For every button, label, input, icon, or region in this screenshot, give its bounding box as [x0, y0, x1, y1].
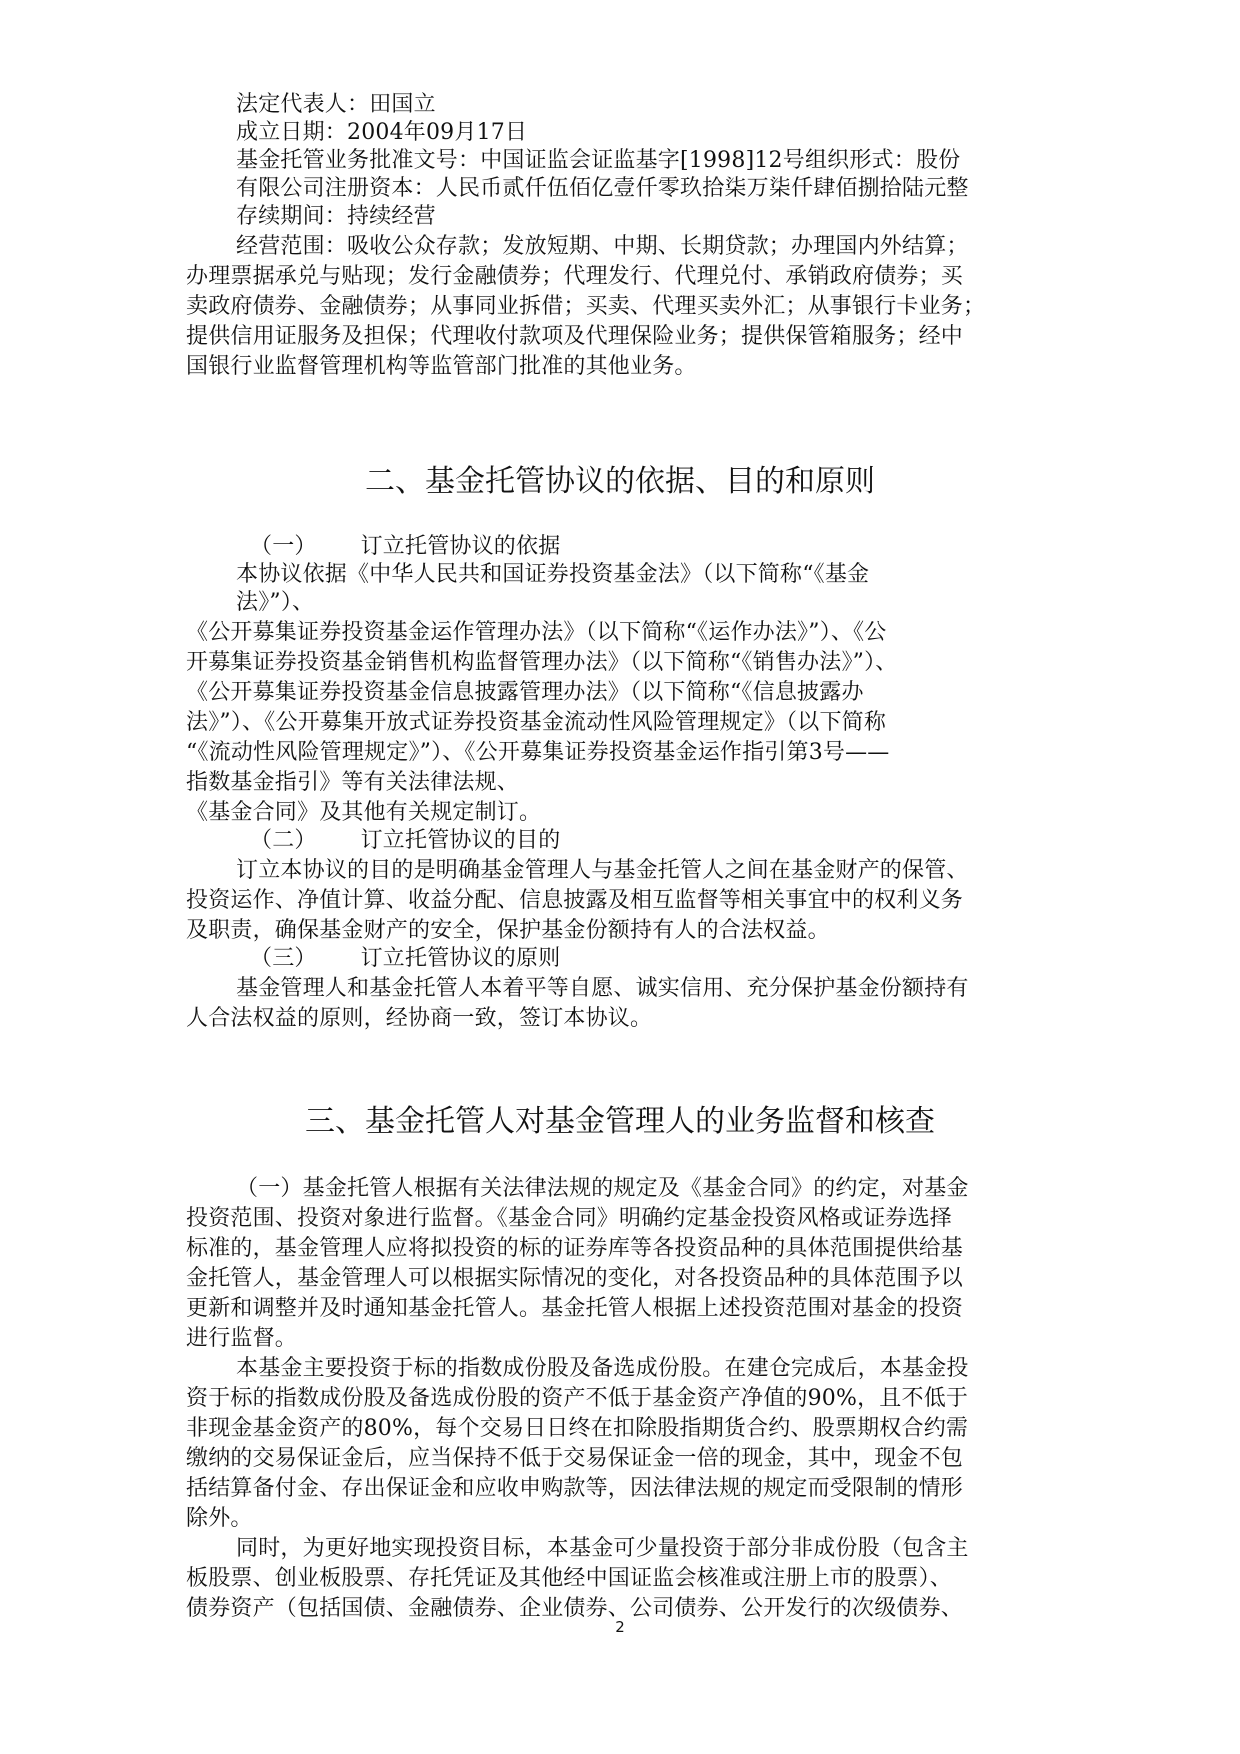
- supervision-para-1-line: 投资范围、投资对象进行监督。《基金合同》明确约定基金投资风格或证券选择: [186, 1206, 953, 1231]
- supervision-para-1-line: 进行监督。: [186, 1326, 298, 1351]
- supervision-para-1-line: 金托管人，基金管理人可以根据实际情况的变化，对各投资品种的具体范围予以: [186, 1266, 964, 1291]
- subsection-number: （一）: [250, 534, 317, 559]
- investment-para-line: 缴纳的交易保证金后，应当保持不低于交易保证金一倍的现金，其中，现金不包: [186, 1446, 964, 1471]
- principle-line: 基金管理人和基金托管人本着平等自愿、诚实信用、充分保护基金份额持有: [236, 976, 969, 1001]
- basis-line: 《基金合同》及其他有关规定制订。: [186, 800, 542, 825]
- business-scope-line: 经营范围：吸收公众存款；发放短期、中期、长期贷款；办理国内外结算；: [236, 234, 969, 259]
- registered-capital: 有限公司注册资本：人民币贰仟伍佰亿壹仟零玖拾柒万柒仟肆佰捌拾陆元整: [236, 176, 969, 201]
- basis-line: 本协议依据《中华人民共和国证券投资基金法》（以下简称“《基金: [236, 562, 870, 587]
- business-scope-line: 卖政府债券、金融债券；从事同业拆借；买卖、代理买卖外汇；从事银行卡业务；: [186, 294, 986, 319]
- basis-line: “《流动性风险管理规定》”）、《公开募集证券投资基金运作指引第3号——: [186, 740, 890, 765]
- subsection-number: （二）: [250, 828, 317, 853]
- non-constituent-para-line: 债券资产（包括国债、金融债券、企业债券、公司债券、公开发行的次级债券、: [186, 1596, 964, 1621]
- basis-line: 开募集证券投资基金销售机构监督管理办法》（以下简称“《销售办法》”）、: [186, 650, 898, 675]
- page-number: 2: [615, 1618, 625, 1636]
- basis-line: 法》”）、: [236, 590, 315, 615]
- basis-line: 《公开募集证券投资基金信息披露管理办法》（以下简称“《信息披露办: [186, 680, 864, 705]
- purpose-line: 订立本协议的目的是明确基金管理人与基金托管人之间在基金财产的保管、: [236, 858, 969, 883]
- non-constituent-para-line: 板股票、创业板股票、存托凭证及其他经中国证监会核准或注册上市的股票）、: [186, 1566, 953, 1591]
- supervision-para-1-line: 标准的，基金管理人应将拟投资的标的证券库等各投资品种的具体范围提供给基: [186, 1236, 964, 1261]
- supervision-para-1-line: （一）基金托管人根据有关法律法规的规定及《基金合同》的约定，对基金: [236, 1176, 969, 1201]
- purpose-line: 及职责，确保基金财产的安全，保护基金份额持有人的合法权益。: [186, 918, 830, 943]
- subsection-1-heading: [250, 532, 560, 562]
- subsection-title: 订立托管协议的依据: [360, 534, 561, 559]
- subsection-title: 订立托管协议的原则: [360, 946, 561, 971]
- investment-para-line: 括结算备付金、存出保证金和应收申购款等，因法律法规的规定而受限制的情形: [186, 1476, 964, 1501]
- legal-representative: 法定代表人：田国立: [236, 92, 436, 117]
- basis-line: 指数基金指引》等有关法律法规、: [186, 770, 520, 795]
- subsection-3-heading: [250, 944, 560, 974]
- subsection-2-heading: [250, 826, 560, 856]
- supervision-para-1-line: 更新和调整并及时通知基金托管人。基金托管人根据上述投资范围对基金的投资: [186, 1296, 964, 1321]
- basis-line: 法》”）、《公开募集开放式证券投资基金流动性风险管理规定》（以下简称: [186, 710, 887, 735]
- business-scope-line: 国银行业监督管理机构等监管部门批准的其他业务。: [186, 354, 697, 379]
- principle-line: 人合法权益的原则，经协商一致，签订本协议。: [186, 1006, 653, 1031]
- investment-para-line: 资于标的指数成份股及备选成份股的资产不低于基金资产净值的90%，且不低于: [186, 1386, 969, 1411]
- section-3-heading: 三、基金托管人对基金管理人的业务监督和核查: [305, 1104, 935, 1139]
- approval-number: 基金托管业务批准文号：中国证监会证监基字[1998]12号组织形式：股份: [236, 148, 961, 173]
- establishment-date: 成立日期：2004年09月17日: [236, 120, 528, 145]
- investment-para-line: 本基金主要投资于标的指数成份股及备选成份股。在建仓完成后，本基金投: [236, 1356, 969, 1381]
- business-scope-line: 提供信用证服务及担保；代理收付款项及代理保险业务；提供保管箱服务；经中: [186, 324, 964, 349]
- investment-para-line: 除外。: [186, 1506, 253, 1531]
- investment-para-line: 非现金基金资产的80%，每个交易日日终在扣除股指期货合约、股票期权合约需: [186, 1416, 969, 1441]
- business-scope-line: 办理票据承兑与贴现；发行金融债券；代理发行、代理兑付、承销政府债券；买: [186, 264, 964, 289]
- duration: 存续期间：持续经营: [236, 204, 436, 229]
- subsection-title: 订立托管协议的目的: [360, 828, 561, 853]
- subsection-number: （三）: [250, 946, 317, 971]
- section-2-heading: 二、基金托管协议的依据、目的和原则: [365, 464, 875, 499]
- purpose-line: 投资运作、净值计算、收益分配、信息披露及相互监督等相关事宜中的权利义务: [186, 888, 964, 913]
- basis-line: 《公开募集证券投资基金运作管理办法》（以下简称“《运作办法》”）、《公: [186, 620, 887, 645]
- non-constituent-para-line: 同时，为更好地实现投资目标，本基金可少量投资于部分非成份股（包含主: [236, 1536, 969, 1561]
